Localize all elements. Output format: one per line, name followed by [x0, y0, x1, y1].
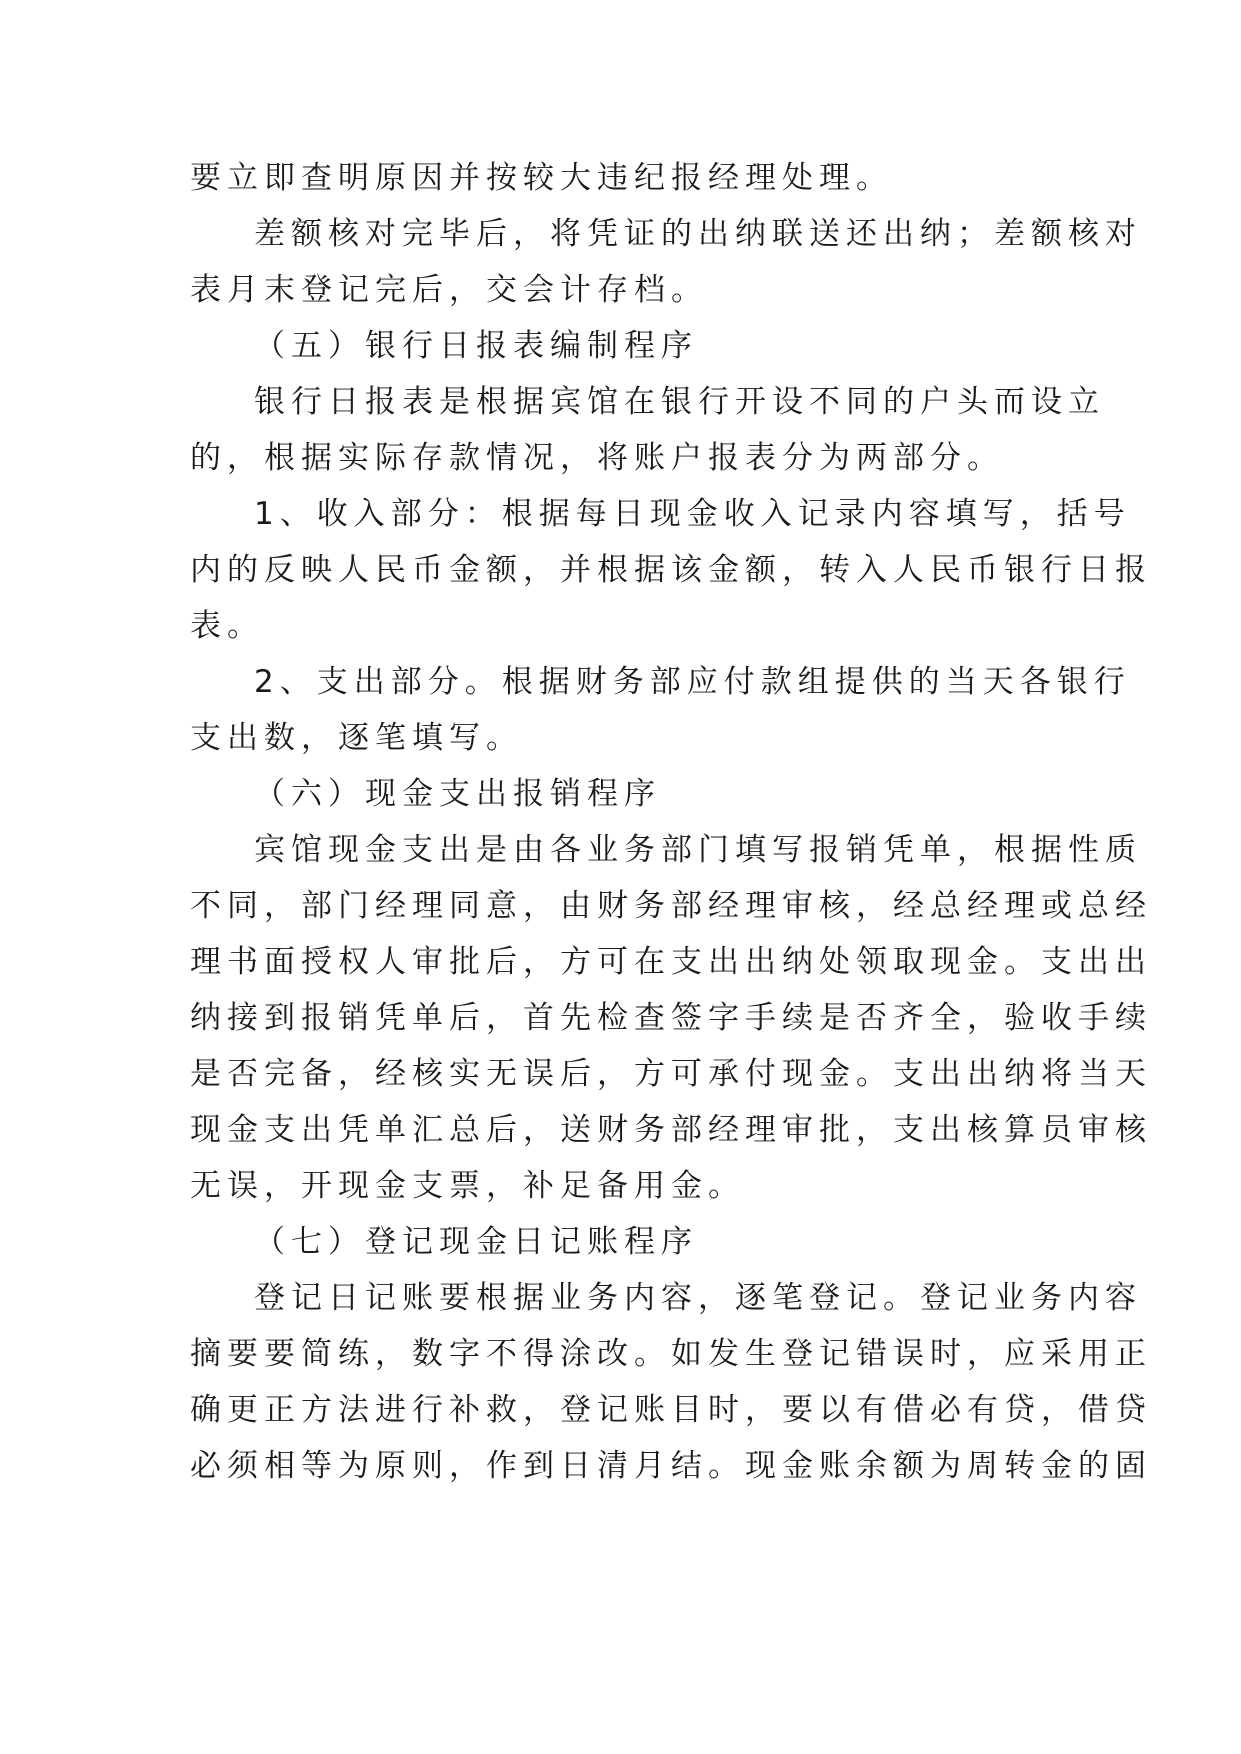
text-line: 银行日报表是根据宾馆在银行开设不同的户头而设立: [254, 384, 1105, 420]
text-line: 不同，部门经理同意，由财务部经理审核，经总经理或总经: [190, 888, 1152, 924]
section-heading: [190, 766, 1070, 822]
paragraph: [190, 654, 1131, 766]
text-line: 要立即查明原因并按较大违纪报经理处理。: [190, 160, 893, 196]
paragraph: [190, 486, 1152, 654]
paragraph: [190, 206, 1142, 318]
text-line: 差额核对完毕后，将凭证的出纳联送还出纳；差额核对: [254, 216, 1142, 252]
text-line: 2、支出部分。根据财务部应付款组提供的当天各银行: [254, 664, 1131, 700]
text-line: 无误，开现金支票，补足备用金。: [190, 1168, 745, 1204]
text-line: 登记日记账要根据业务内容，逐笔登记。登记业务内容: [254, 1280, 1142, 1316]
section-heading: [190, 318, 1070, 374]
text-line: 表。: [190, 608, 264, 644]
text-line: 理书面授权人审批后，方可在支出出纳处领取现金。支出出: [190, 944, 1152, 980]
section-heading: [190, 1214, 1070, 1270]
paragraph: [190, 1270, 1152, 1494]
heading-text: （六）现金支出报销程序: [254, 776, 661, 812]
text-line: 必须相等为原则，作到日清月结。现金账余额为周转金的固: [190, 1448, 1152, 1484]
paragraph: [190, 374, 1105, 486]
heading-text: （七）登记现金日记账程序: [254, 1224, 698, 1260]
text-line: 确更正方法进行补救，登记账目时，要以有借必有贷，借贷: [190, 1392, 1152, 1428]
text-line: 表月末登记完后，交会计存档。: [190, 272, 708, 308]
text-line: 纳接到报销凭单后，首先检查签字手续是否齐全，验收手续: [190, 1000, 1152, 1036]
text-line: 支出数，逐笔填写。: [190, 720, 523, 756]
text-line: 1、收入部分：根据每日现金收入记录内容填写，括号: [254, 496, 1131, 532]
text-line: 摘要要简练，数字不得涂改。如发生登记错误时，应采用正: [190, 1336, 1152, 1372]
paragraph: [190, 822, 1152, 1214]
text-line: 的，根据实际存款情况，将账户报表分为两部分。: [190, 440, 1004, 476]
text-line: 内的反映人民币金额，并根据该金额，转入人民币银行日报: [190, 552, 1152, 588]
paragraph: [190, 150, 1070, 206]
heading-text: （五）银行日报表编制程序: [254, 328, 698, 364]
text-line: 宾馆现金支出是由各业务部门填写报销凭单，根据性质: [254, 832, 1142, 868]
text-line: 现金支出凭单汇总后，送财务部经理审批，支出核算员审核: [190, 1112, 1152, 1148]
text-line: 是否完备，经核实无误后，方可承付现金。支出出纳将当天: [190, 1056, 1152, 1092]
document-body: [190, 150, 1152, 1494]
